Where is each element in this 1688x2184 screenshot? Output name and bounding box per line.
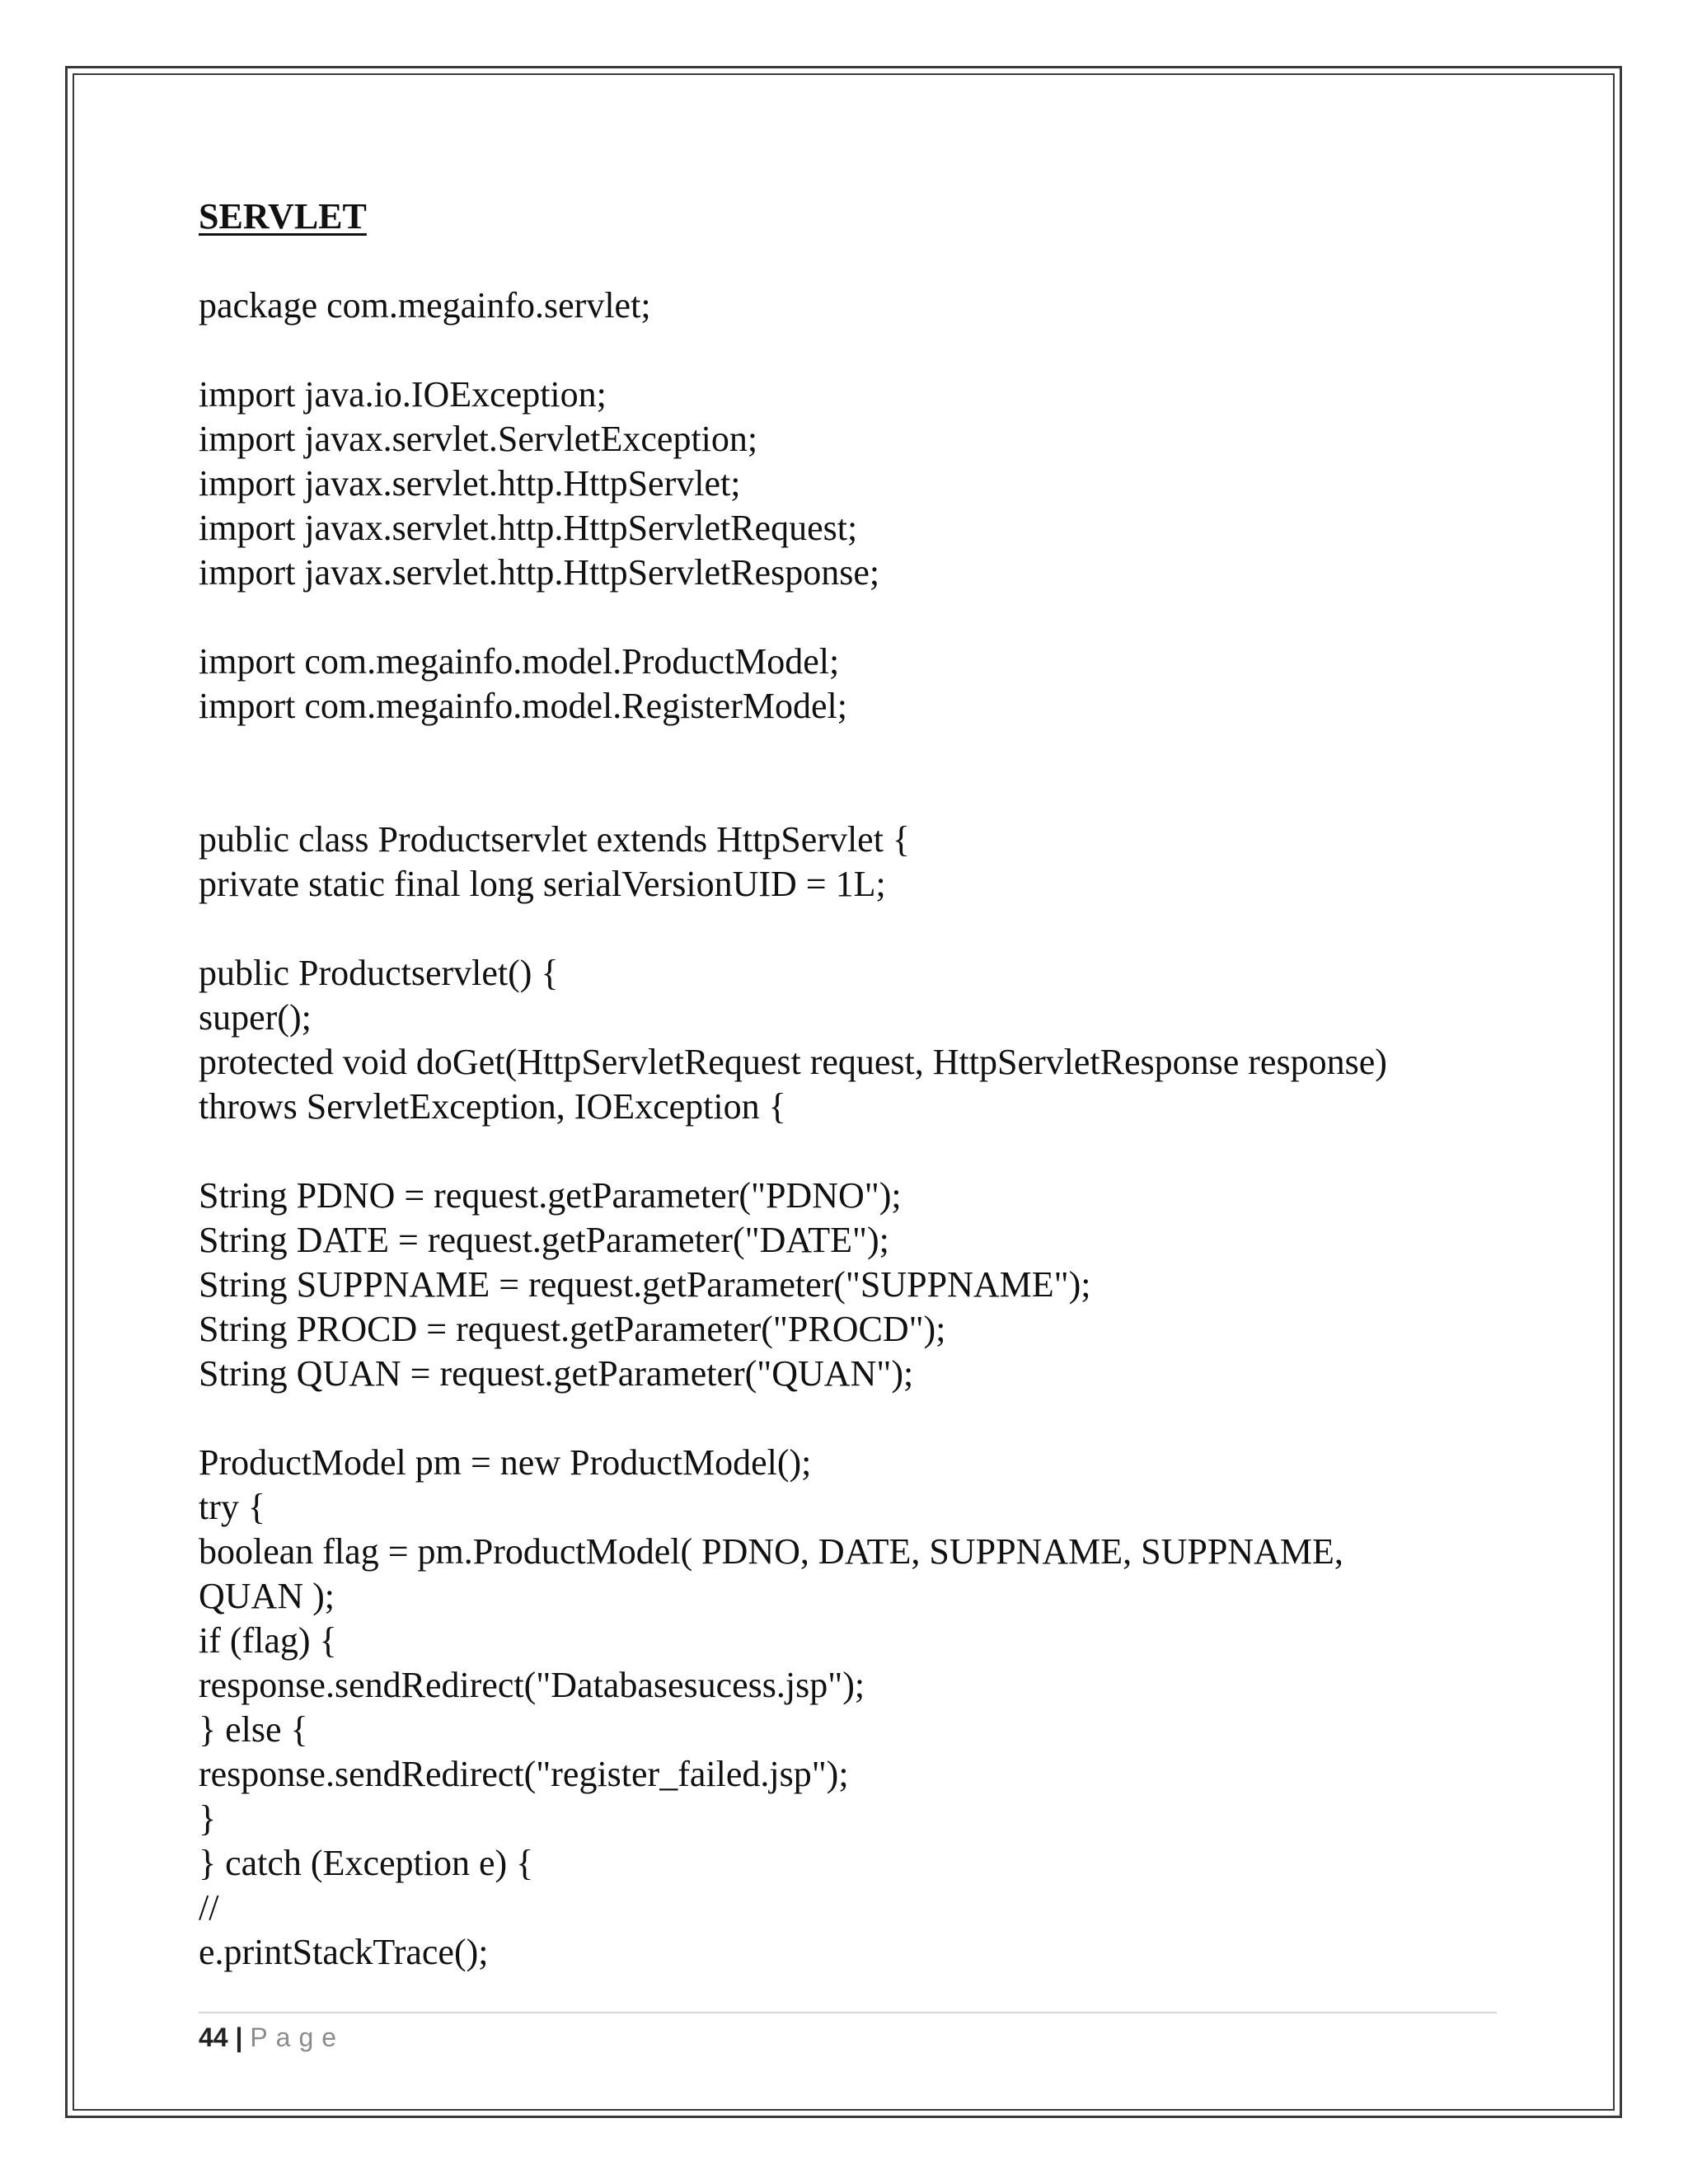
code-line: package com.megainfo.servlet;: [199, 285, 651, 326]
code-line: public class Productservlet extends HttpServlet {: [199, 819, 911, 860]
code-line: String PDNO = request.getParameter("PDNO");: [199, 1175, 902, 1216]
code-line: import com.megainfo.model.ProductModel;: [199, 641, 840, 682]
code-line: String SUPPNAME = request.getParameter("SUPPNAME");: [199, 1264, 1091, 1305]
blank-line: [199, 595, 1517, 640]
blank-line: [199, 328, 1517, 373]
code-line: throws ServletException, IOException {: [199, 1086, 786, 1127]
blank-line: [199, 773, 1517, 818]
code-block: [199, 284, 1517, 1975]
document-body: [199, 194, 1517, 1975]
code-line: QUAN );: [199, 1576, 335, 1616]
footer-separator: |: [235, 2022, 243, 2052]
code-line: String PROCD = request.getParameter("PROCD");: [199, 1309, 946, 1349]
blank-line: [199, 907, 1517, 951]
footer-divider: [199, 2012, 1497, 2013]
code-line: } else {: [199, 1709, 308, 1750]
code-line: import com.megainfo.model.RegisterModel;: [199, 686, 847, 726]
code-line: import javax.servlet.http.HttpServletResponse;: [199, 552, 880, 593]
page-label: Page: [250, 2022, 345, 2052]
code-line: response.sendRedirect("Databasesucess.jsp");: [199, 1665, 865, 1705]
code-line: } catch (Exception e) {: [199, 1843, 534, 1883]
code-line: import javax.servlet.ServletException;: [199, 419, 758, 459]
code-line: String QUAN = request.getParameter("QUAN");: [199, 1353, 914, 1394]
code-line: response.sendRedirect("register_failed.jsp");: [199, 1754, 849, 1794]
page-footer: [199, 2021, 345, 2054]
code-line: public Productservlet() {: [199, 953, 559, 993]
blank-line: [199, 1396, 1517, 1441]
code-line: String DATE = request.getParameter("DATE");: [199, 1220, 889, 1260]
code-line: protected void doGet(HttpServletRequest request, HttpServletResponse response): [199, 1042, 1387, 1082]
blank-line: [199, 729, 1517, 773]
code-line: import java.io.IOException;: [199, 374, 607, 415]
code-line: private static final long serialVersionUID = 1L;: [199, 864, 886, 904]
code-line: ProductModel pm = new ProductModel();: [199, 1442, 812, 1483]
page-number: 44: [199, 2022, 228, 2052]
code-line: super();: [199, 997, 312, 1038]
section-heading: SERVLET: [199, 196, 367, 237]
code-line: try {: [199, 1487, 265, 1527]
code-line: if (flag) {: [199, 1620, 337, 1661]
code-line: import javax.servlet.http.HttpServlet;: [199, 463, 741, 504]
code-line: boolean flag = pm.ProductModel( PDNO, DATE, SUPPNAME, SUPPNAME,: [199, 1531, 1343, 1572]
blank-line: [199, 1129, 1517, 1174]
code-line: //: [199, 1887, 219, 1928]
code-line: e.printStackTrace();: [199, 1932, 489, 1972]
code-line: }: [199, 1798, 217, 1839]
code-line: import javax.servlet.http.HttpServletRequest;: [199, 508, 858, 548]
